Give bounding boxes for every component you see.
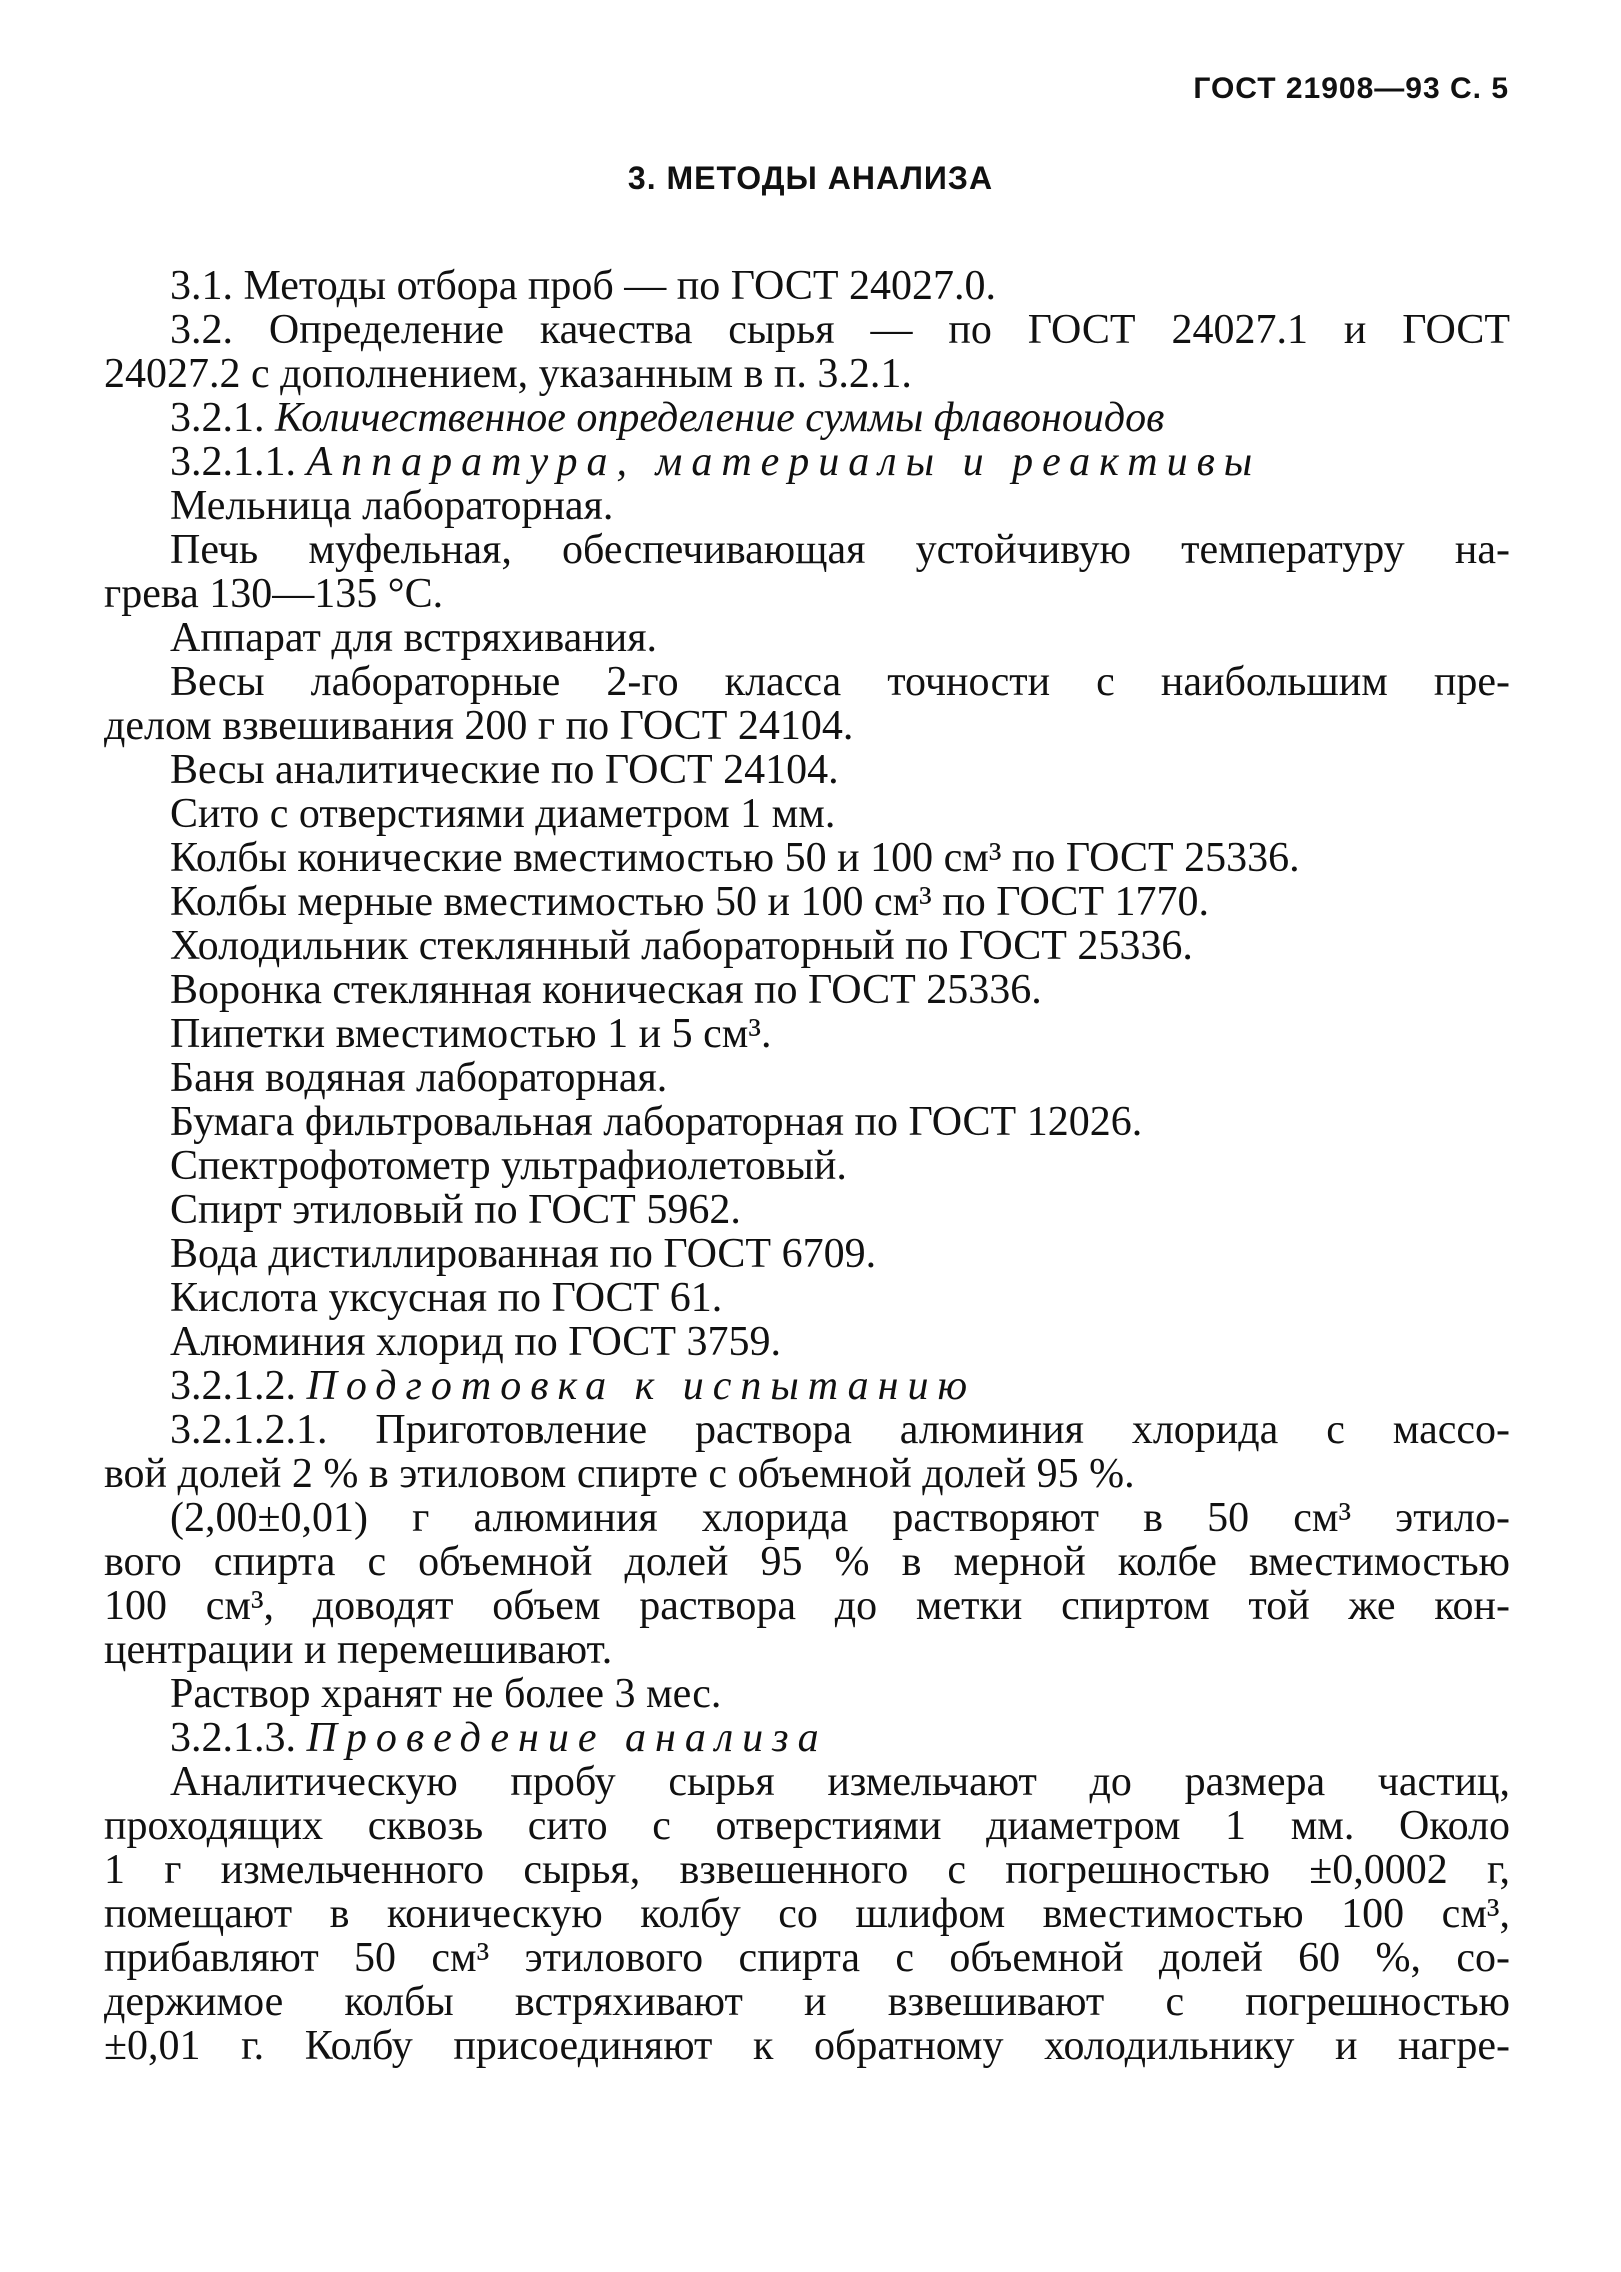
section-title: 3. МЕТОДЫ АНАЛИЗА	[627, 160, 994, 196]
text-line-7: Печь муфельная, обеспечивающая устойчивую температуру на-	[170, 527, 1510, 573]
text-line-9: Аппарат для встряхивания.	[170, 615, 658, 661]
text-line-18: Пипетки вместимостью 1 и 5 см³.	[170, 1011, 772, 1057]
text-line-16: Холодильник стеклянный лабораторный по ГОСТ 25336.	[170, 923, 1193, 969]
text-line-17: Воронка стеклянная коническая по ГОСТ 25336.	[170, 967, 1042, 1013]
text-line-3: 24027.2 с дополнением, указанным в п. 3.2.1.	[104, 351, 912, 397]
text-line-27: 3.2.1.2.1. Приготовление раствора алюминия хлорида с массо-	[170, 1407, 1510, 1453]
text-line-37: 1 г измельченного сырья, взвешенного с погрешностью ±0,0002 г,	[104, 1847, 1510, 1893]
subsection-heading-3-2-1-3	[170, 1714, 1510, 1762]
text-line-31: 100 см³, доводят объем раствора до метки спиртом той же кон-	[104, 1583, 1510, 1629]
subsection-number: 3.2.1.2.	[170, 1363, 296, 1409]
subsection-title: Количественное определение суммы флавоноидов	[275, 395, 1165, 441]
text-line-10: Весы лабораторные 2-го класса точности с наибольшим пре-	[170, 659, 1510, 705]
text-line-15: Колбы мерные вместимостью 50 и 100 см³ по ГОСТ 1770.	[170, 879, 1209, 925]
text-line-8: грева 130—135 °С.	[104, 571, 444, 617]
text-line-24: Кислота уксусная по ГОСТ 61.	[170, 1275, 723, 1321]
text-line-13: Сито с отверстиями диаметром 1 мм.	[170, 791, 836, 837]
text-line-32: центрации и перемешивают.	[104, 1627, 613, 1673]
text-line-41: ±0,01 г. Колбу присоединяют к обратному холодильнику и нагре-	[104, 2023, 1510, 2069]
text-line-35: Аналитическую пробу сырья измельчают до размера частиц,	[170, 1759, 1510, 1805]
subsection-heading-3-2-1-2	[170, 1362, 1510, 1410]
text-line-40: держимое колбы встряхивают и взвешивают с погрешностью	[104, 1979, 1510, 2025]
text-line-23: Вода дистиллированная по ГОСТ 6709.	[170, 1231, 877, 1277]
text-line-25: Алюминия хлорид по ГОСТ 3759.	[170, 1319, 781, 1365]
text-line-11: делом взвешивания 200 г по ГОСТ 24104.	[104, 703, 854, 749]
subsection-title: Проведение анализа	[306, 1715, 828, 1761]
text-line-1: 3.1. Методы отбора проб — по ГОСТ 24027.0.	[170, 263, 996, 309]
text-line-21: Спектрофотометр ультрафиолетовый.	[170, 1143, 847, 1189]
text-line-22: Спирт этиловый по ГОСТ 5962.	[170, 1187, 741, 1233]
subsection-title: Подготовка к испытанию	[306, 1363, 977, 1409]
subsection-title: Аппаратура, материалы и реактивы	[306, 439, 1262, 485]
subsection-number: 3.2.1.3.	[170, 1715, 296, 1761]
text-line-12: Весы аналитические по ГОСТ 24104.	[170, 747, 839, 793]
text-line-36: проходящих сквозь сито с отверстиями диаметром 1 мм. Около	[104, 1803, 1510, 1849]
text-line-28: вой долей 2 % в этиловом спирте с объемной долей 95 %.	[104, 1451, 1135, 1497]
text-line-6: Мельница лабораторная.	[170, 483, 614, 529]
text-line-38: помещают в коническую колбу со шлифом вместимостью 100 см³,	[104, 1891, 1510, 1937]
text-line-39: прибавляют 50 см³ этилового спирта с объемной долей 60 %, со-	[104, 1935, 1510, 1981]
subsection-heading-3-2-1	[170, 394, 1510, 442]
text-line-14: Колбы конические вместимостью 50 и 100 см³ по ГОСТ 25336.	[170, 835, 1300, 881]
subsection-heading-3-2-1-1	[170, 438, 1510, 486]
text-line-30: вого спирта с объемной долей 95 % в мерной колбе вместимостью	[104, 1539, 1510, 1585]
text-line-29: (2,00±0,01) г алюминия хлорида растворяют в 50 см³ этило-	[170, 1495, 1510, 1541]
subsection-number: 3.2.1.	[170, 395, 265, 441]
subsection-number: 3.2.1.1.	[170, 439, 296, 485]
text-line-20: Бумага фильтровальная лабораторная по ГОСТ 12026.	[170, 1099, 1143, 1145]
text-line-19: Баня водяная лабораторная.	[170, 1055, 668, 1101]
text-line-2: 3.2. Определение качества сырья — по ГОСТ 24027.1 и ГОСТ	[170, 307, 1510, 353]
running-header: ГОСТ 21908—93 С. 5	[1193, 72, 1509, 105]
text-line-33: Раствор хранят не более 3 мес.	[170, 1671, 722, 1717]
